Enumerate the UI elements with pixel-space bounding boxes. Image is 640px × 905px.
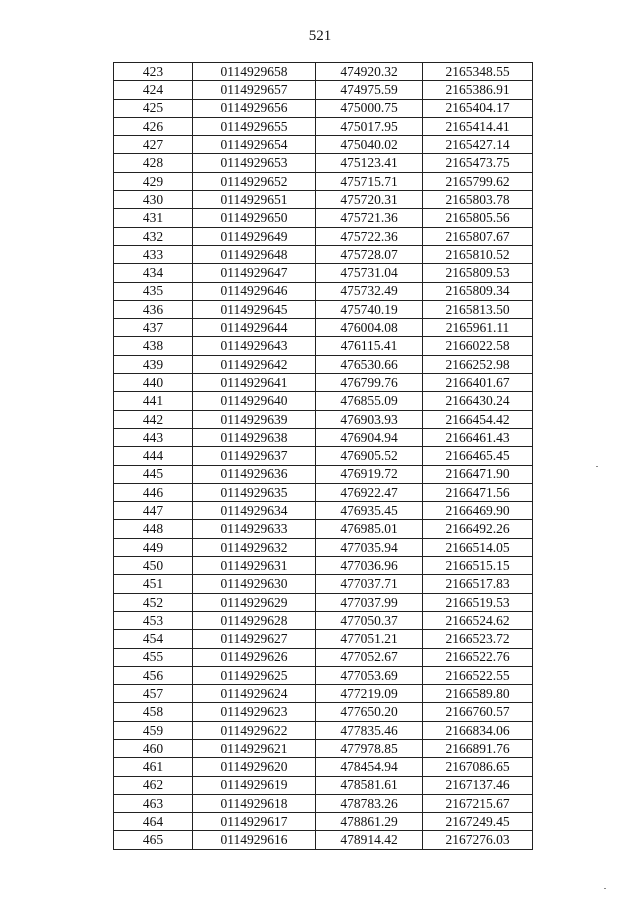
y-coordinate-cell: 2165809.53 xyxy=(423,264,533,282)
table-row xyxy=(114,63,533,81)
point-id-cell: 0114929656 xyxy=(193,99,316,117)
y-coordinate-cell: 2166471.56 xyxy=(423,483,533,501)
y-coordinate-cell: 2166492.26 xyxy=(423,520,533,538)
x-coordinate-cell: 475017.95 xyxy=(316,117,423,135)
row-index-cell: 454 xyxy=(114,630,193,648)
x-coordinate-cell: 476904.94 xyxy=(316,428,423,446)
row-index-cell: 429 xyxy=(114,172,193,190)
x-coordinate-cell: 476922.47 xyxy=(316,483,423,501)
x-coordinate-cell: 475731.04 xyxy=(316,264,423,282)
point-id-cell: 0114929639 xyxy=(193,410,316,428)
table-row xyxy=(114,758,533,776)
row-index-cell: 444 xyxy=(114,447,193,465)
table-row xyxy=(114,282,533,300)
point-id-cell: 0114929652 xyxy=(193,172,316,190)
point-id-cell: 0114929621 xyxy=(193,739,316,757)
point-id-cell: 0114929658 xyxy=(193,63,316,81)
table-row xyxy=(114,575,533,593)
point-id-cell: 0114929649 xyxy=(193,227,316,245)
row-index-cell: 442 xyxy=(114,410,193,428)
x-coordinate-cell: 477650.20 xyxy=(316,703,423,721)
row-index-cell: 446 xyxy=(114,483,193,501)
point-id-cell: 0114929646 xyxy=(193,282,316,300)
x-coordinate-cell: 477050.37 xyxy=(316,611,423,629)
y-coordinate-cell: 2165805.56 xyxy=(423,209,533,227)
table-row xyxy=(114,300,533,318)
x-coordinate-cell: 477978.85 xyxy=(316,739,423,757)
y-coordinate-cell: 2166465.45 xyxy=(423,447,533,465)
point-id-cell: 0114929631 xyxy=(193,557,316,575)
point-id-cell: 0114929640 xyxy=(193,392,316,410)
point-id-cell: 0114929653 xyxy=(193,154,316,172)
table-row xyxy=(114,136,533,154)
row-index-cell: 439 xyxy=(114,355,193,373)
point-id-cell: 0114929629 xyxy=(193,593,316,611)
table-row xyxy=(114,447,533,465)
y-coordinate-cell: 2166461.43 xyxy=(423,428,533,446)
row-index-cell: 433 xyxy=(114,245,193,263)
point-id-cell: 0114929628 xyxy=(193,611,316,629)
point-id-cell: 0114929637 xyxy=(193,447,316,465)
y-coordinate-cell: 2166252.98 xyxy=(423,355,533,373)
row-index-cell: 462 xyxy=(114,776,193,794)
row-index-cell: 434 xyxy=(114,264,193,282)
table-row xyxy=(114,813,533,831)
point-id-cell: 0114929645 xyxy=(193,300,316,318)
row-index-cell: 438 xyxy=(114,337,193,355)
point-id-cell: 0114929634 xyxy=(193,502,316,520)
row-index-cell: 430 xyxy=(114,191,193,209)
x-coordinate-cell: 476919.72 xyxy=(316,465,423,483)
x-coordinate-cell: 477052.67 xyxy=(316,648,423,666)
table-row xyxy=(114,428,533,446)
row-index-cell: 457 xyxy=(114,685,193,703)
row-index-cell: 431 xyxy=(114,209,193,227)
table-row xyxy=(114,502,533,520)
point-id-cell: 0114929633 xyxy=(193,520,316,538)
row-index-cell: 448 xyxy=(114,520,193,538)
x-coordinate-cell: 474920.32 xyxy=(316,63,423,81)
point-id-cell: 0114929620 xyxy=(193,758,316,776)
row-index-cell: 441 xyxy=(114,392,193,410)
y-coordinate-cell: 2165803.78 xyxy=(423,191,533,209)
y-coordinate-cell: 2166517.83 xyxy=(423,575,533,593)
point-id-cell: 0114929626 xyxy=(193,648,316,666)
point-id-cell: 0114929627 xyxy=(193,630,316,648)
point-id-cell: 0114929623 xyxy=(193,703,316,721)
row-index-cell: 435 xyxy=(114,282,193,300)
x-coordinate-cell: 477835.46 xyxy=(316,721,423,739)
row-index-cell: 423 xyxy=(114,63,193,81)
x-coordinate-cell: 477036.96 xyxy=(316,557,423,575)
table-row xyxy=(114,739,533,757)
table-row xyxy=(114,337,533,355)
table-row xyxy=(114,264,533,282)
row-index-cell: 463 xyxy=(114,794,193,812)
y-coordinate-cell: 2166891.76 xyxy=(423,739,533,757)
x-coordinate-cell: 477035.94 xyxy=(316,538,423,556)
table-row xyxy=(114,410,533,428)
x-coordinate-cell: 475720.31 xyxy=(316,191,423,209)
x-coordinate-cell: 476004.08 xyxy=(316,319,423,337)
point-id-cell: 0114929650 xyxy=(193,209,316,227)
table-row xyxy=(114,227,533,245)
table-row xyxy=(114,721,533,739)
table-row xyxy=(114,648,533,666)
x-coordinate-cell: 476905.52 xyxy=(316,447,423,465)
table-row xyxy=(114,538,533,556)
x-coordinate-cell: 477053.69 xyxy=(316,666,423,684)
y-coordinate-cell: 2166760.57 xyxy=(423,703,533,721)
y-coordinate-cell: 2165473.75 xyxy=(423,154,533,172)
y-coordinate-cell: 2166519.53 xyxy=(423,593,533,611)
row-index-cell: 464 xyxy=(114,813,193,831)
scan-mark xyxy=(596,466,598,467)
point-id-cell: 0114929641 xyxy=(193,374,316,392)
row-index-cell: 449 xyxy=(114,538,193,556)
table-row xyxy=(114,209,533,227)
row-index-cell: 452 xyxy=(114,593,193,611)
row-index-cell: 432 xyxy=(114,227,193,245)
x-coordinate-cell: 476985.01 xyxy=(316,520,423,538)
x-coordinate-cell: 478861.29 xyxy=(316,813,423,831)
y-coordinate-cell: 2166514.05 xyxy=(423,538,533,556)
x-coordinate-cell: 477051.21 xyxy=(316,630,423,648)
row-index-cell: 453 xyxy=(114,611,193,629)
y-coordinate-cell: 2166022.58 xyxy=(423,337,533,355)
coordinates-table xyxy=(113,62,533,850)
point-id-cell: 0114929630 xyxy=(193,575,316,593)
row-index-cell: 437 xyxy=(114,319,193,337)
row-index-cell: 426 xyxy=(114,117,193,135)
table-row xyxy=(114,611,533,629)
y-coordinate-cell: 2165414.41 xyxy=(423,117,533,135)
row-index-cell: 455 xyxy=(114,648,193,666)
point-id-cell: 0114929643 xyxy=(193,337,316,355)
x-coordinate-cell: 475721.36 xyxy=(316,209,423,227)
y-coordinate-cell: 2166401.67 xyxy=(423,374,533,392)
row-index-cell: 451 xyxy=(114,575,193,593)
point-id-cell: 0114929617 xyxy=(193,813,316,831)
point-id-cell: 0114929619 xyxy=(193,776,316,794)
x-coordinate-cell: 475040.02 xyxy=(316,136,423,154)
row-index-cell: 440 xyxy=(114,374,193,392)
row-index-cell: 450 xyxy=(114,557,193,575)
x-coordinate-cell: 474975.59 xyxy=(316,81,423,99)
page-number: 521 xyxy=(308,28,332,44)
table-row xyxy=(114,117,533,135)
x-coordinate-cell: 476903.93 xyxy=(316,410,423,428)
point-id-cell: 0114929635 xyxy=(193,483,316,501)
x-coordinate-cell: 475722.36 xyxy=(316,227,423,245)
table-row xyxy=(114,172,533,190)
table-row xyxy=(114,355,533,373)
table-row xyxy=(114,465,533,483)
x-coordinate-cell: 477037.71 xyxy=(316,575,423,593)
y-coordinate-cell: 2166834.06 xyxy=(423,721,533,739)
table-body xyxy=(114,63,533,850)
table-row xyxy=(114,99,533,117)
x-coordinate-cell: 478454.94 xyxy=(316,758,423,776)
row-index-cell: 460 xyxy=(114,739,193,757)
table-row xyxy=(114,319,533,337)
y-coordinate-cell: 2167137.46 xyxy=(423,776,533,794)
x-coordinate-cell: 475000.75 xyxy=(316,99,423,117)
point-id-cell: 0114929648 xyxy=(193,245,316,263)
table-row xyxy=(114,483,533,501)
row-index-cell: 447 xyxy=(114,502,193,520)
y-coordinate-cell: 2166454.42 xyxy=(423,410,533,428)
row-index-cell: 456 xyxy=(114,666,193,684)
y-coordinate-cell: 2165386.91 xyxy=(423,81,533,99)
point-id-cell: 0114929616 xyxy=(193,831,316,849)
table-row xyxy=(114,776,533,794)
point-id-cell: 0114929642 xyxy=(193,355,316,373)
row-index-cell: 425 xyxy=(114,99,193,117)
table-row xyxy=(114,685,533,703)
point-id-cell: 0114929618 xyxy=(193,794,316,812)
x-coordinate-cell: 476855.09 xyxy=(316,392,423,410)
point-id-cell: 0114929655 xyxy=(193,117,316,135)
row-index-cell: 458 xyxy=(114,703,193,721)
table-row xyxy=(114,520,533,538)
y-coordinate-cell: 2165807.67 xyxy=(423,227,533,245)
row-index-cell: 424 xyxy=(114,81,193,99)
x-coordinate-cell: 478581.61 xyxy=(316,776,423,794)
x-coordinate-cell: 477219.09 xyxy=(316,685,423,703)
x-coordinate-cell: 478783.26 xyxy=(316,794,423,812)
x-coordinate-cell: 475123.41 xyxy=(316,154,423,172)
x-coordinate-cell: 476530.66 xyxy=(316,355,423,373)
y-coordinate-cell: 2166515.15 xyxy=(423,557,533,575)
y-coordinate-cell: 2166589.80 xyxy=(423,685,533,703)
x-coordinate-cell: 476115.41 xyxy=(316,337,423,355)
table-row xyxy=(114,794,533,812)
row-index-cell: 459 xyxy=(114,721,193,739)
table-row xyxy=(114,703,533,721)
point-id-cell: 0114929644 xyxy=(193,319,316,337)
row-index-cell: 428 xyxy=(114,154,193,172)
y-coordinate-cell: 2166522.76 xyxy=(423,648,533,666)
table-row xyxy=(114,191,533,209)
y-coordinate-cell: 2166471.90 xyxy=(423,465,533,483)
y-coordinate-cell: 2165813.50 xyxy=(423,300,533,318)
point-id-cell: 0114929657 xyxy=(193,81,316,99)
table-row xyxy=(114,831,533,849)
table-row xyxy=(114,557,533,575)
y-coordinate-cell: 2165404.17 xyxy=(423,99,533,117)
table-row xyxy=(114,392,533,410)
table-row xyxy=(114,245,533,263)
y-coordinate-cell: 2165961.11 xyxy=(423,319,533,337)
x-coordinate-cell: 476935.45 xyxy=(316,502,423,520)
row-index-cell: 461 xyxy=(114,758,193,776)
y-coordinate-cell: 2167276.03 xyxy=(423,831,533,849)
y-coordinate-cell: 2167086.65 xyxy=(423,758,533,776)
y-coordinate-cell: 2166469.90 xyxy=(423,502,533,520)
table-row xyxy=(114,666,533,684)
y-coordinate-cell: 2165799.62 xyxy=(423,172,533,190)
point-id-cell: 0114929636 xyxy=(193,465,316,483)
scan-mark xyxy=(604,888,606,889)
y-coordinate-cell: 2165809.34 xyxy=(423,282,533,300)
y-coordinate-cell: 2166524.62 xyxy=(423,611,533,629)
point-id-cell: 0114929651 xyxy=(193,191,316,209)
row-index-cell: 427 xyxy=(114,136,193,154)
x-coordinate-cell: 478914.42 xyxy=(316,831,423,849)
y-coordinate-cell: 2167249.45 xyxy=(423,813,533,831)
point-id-cell: 0114929625 xyxy=(193,666,316,684)
row-index-cell: 465 xyxy=(114,831,193,849)
point-id-cell: 0114929624 xyxy=(193,685,316,703)
y-coordinate-cell: 2165810.52 xyxy=(423,245,533,263)
row-index-cell: 436 xyxy=(114,300,193,318)
x-coordinate-cell: 475728.07 xyxy=(316,245,423,263)
table-row xyxy=(114,593,533,611)
x-coordinate-cell: 476799.76 xyxy=(316,374,423,392)
y-coordinate-cell: 2167215.67 xyxy=(423,794,533,812)
y-coordinate-cell: 2165427.14 xyxy=(423,136,533,154)
table-row xyxy=(114,374,533,392)
table-row xyxy=(114,154,533,172)
point-id-cell: 0114929654 xyxy=(193,136,316,154)
y-coordinate-cell: 2166523.72 xyxy=(423,630,533,648)
row-index-cell: 445 xyxy=(114,465,193,483)
table-row xyxy=(114,630,533,648)
y-coordinate-cell: 2166430.24 xyxy=(423,392,533,410)
point-id-cell: 0114929638 xyxy=(193,428,316,446)
row-index-cell: 443 xyxy=(114,428,193,446)
x-coordinate-cell: 475715.71 xyxy=(316,172,423,190)
y-coordinate-cell: 2165348.55 xyxy=(423,63,533,81)
table-row xyxy=(114,81,533,99)
x-coordinate-cell: 477037.99 xyxy=(316,593,423,611)
point-id-cell: 0114929622 xyxy=(193,721,316,739)
x-coordinate-cell: 475732.49 xyxy=(316,282,423,300)
y-coordinate-cell: 2166522.55 xyxy=(423,666,533,684)
x-coordinate-cell: 475740.19 xyxy=(316,300,423,318)
point-id-cell: 0114929632 xyxy=(193,538,316,556)
point-id-cell: 0114929647 xyxy=(193,264,316,282)
